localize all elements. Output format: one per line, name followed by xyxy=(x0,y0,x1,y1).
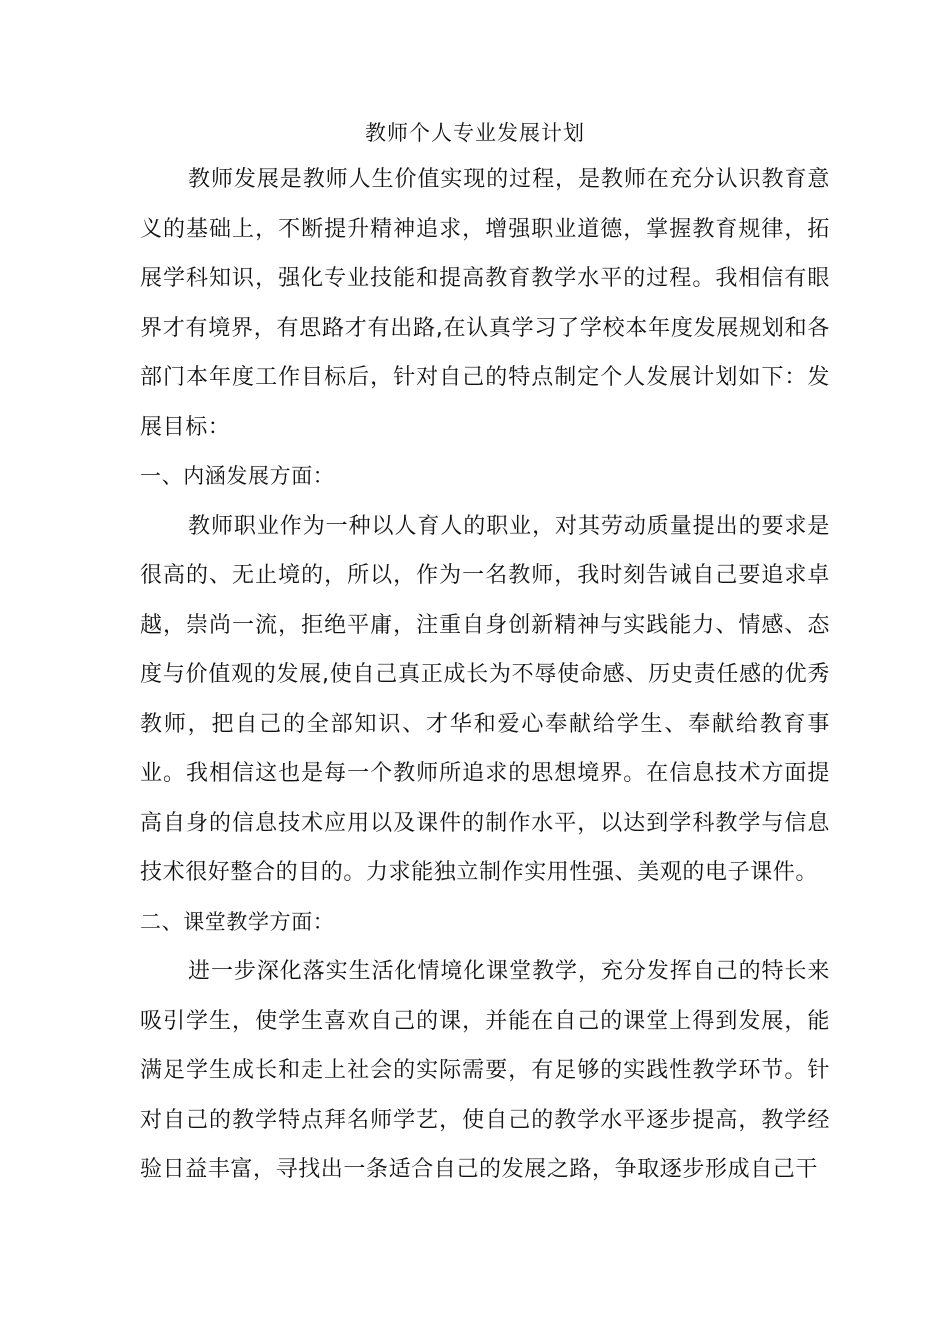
document-body xyxy=(140,155,830,1195)
document-title: 教师个人专业发展计划 xyxy=(365,121,585,145)
section-paragraph-classroom: 进一步深化落实生活化情境化课堂教学，充分发挥自己的特长来吸引学生，使学生喜欢自己的课，并能在自己的课堂上得到发展，能满足学生成长和走上社会的实际需要，有足够的实践性教学环节。针对自己的教学特点拜名师学艺，使自己的教学水平逐步提高，教学经验日益丰富，寻找出一条适合自己的发展之路，争取逐步形成自己干 xyxy=(140,959,830,1182)
intro-paragraph: 教师发展是教师人生价值实现的过程，是教师在充分认识教育意义的基础上，不断提升精神追求，增强职业道德，掌握教育规律，拓展学科知识，强化专业技能和提高教育教学水平的过程。我相信有眼界才有境界，有思路才有出路,在认真学习了学校本年度发展规划和各部门本年度工作目标后，针对自己的特点制定个人发展计划如下：发展目标： xyxy=(140,167,830,440)
section-paragraph-connotation: 教师职业作为一种以人育人的职业，对其劳动质量提出的要求是很高的、无止境的，所以，作为一名教师，我时刻告诫自己要追求卓越，崇尚一流，拒绝平庸，注重自身创新精神与实践能力、情感、态度与价值观的发展,使自己真正成长为不辱使命感、历史责任感的优秀教师，把自己的全部知识、才华和爱心奉献给学生、奉献给教育事业。我相信这也是每一个教师所追求的思想境界。在信息技术方面提高自身的信息技术应用以及课件的制作水平，以达到学科教学与信息技术很好整合的目的。力求能独立制作实用性强、美观的电子课件。 xyxy=(140,513,830,885)
section-heading-classroom: 二、课堂教学方面： xyxy=(140,909,335,934)
section-heading-connotation: 一、内涵发展方面： xyxy=(140,464,335,488)
